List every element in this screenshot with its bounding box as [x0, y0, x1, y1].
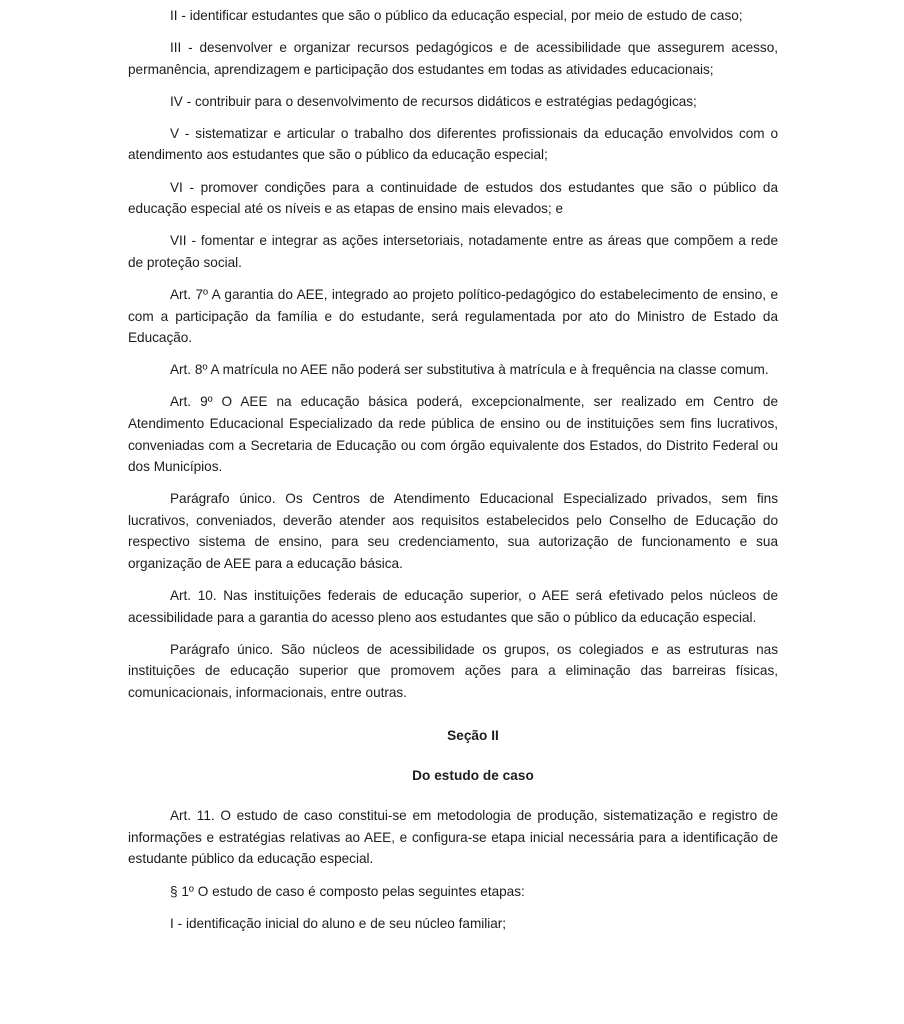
paragraph-art-11-par-1: § 1º O estudo de caso é composto pelas seguintes etapas:: [170, 883, 525, 899]
paragraph-art-9: Art. 9º O AEE na educação básica poderá, excepcionalmente, ser realizado em Centro de Atendimento Educacional Especializado da rede pública de ensino ou de instituições sem fins lucrativos, conveniadas com a Secretaria de Educação ou com órgão equivalente dos Estados, do Distrito Federal ou dos Municípios.: [128, 394, 778, 475]
paragraph-art-10: Art. 10. Nas instituições federais de educação superior, o AEE será efetivado pelos núcleos de acessibilidade para a garantia do acesso pleno aos estudantes que são o público da educação especial.: [128, 588, 778, 625]
paragraph-item-ii: II - identificar estudantes que são o público da educação especial, por meio de estudo de caso;: [170, 8, 743, 23]
heading-spacer-top: [128, 714, 778, 725]
paragraph-art-7: Art. 7º A garantia do AEE, integrado ao projeto político-pedagógico do estabelecimento de ensino, e com a participação da família e do estudante, será regulamentada por ato do Ministro de Estado da Educação.: [128, 286, 778, 346]
clipped-bottom-line-container: [128, 913, 778, 931]
paragraph-item-iv: IV - contribuir para o desenvolvimento de recursos didáticos e estratégias pedagógicas;: [170, 93, 697, 109]
paragraph-item-vi: VI - promover condições para a continuidade de estudos dos estudantes que são o público da educação especial até os níveis e as etapas de ensino mais elevados; e: [128, 179, 778, 217]
paragraph-art-10-paragrafo-unico: Parágrafo único. São núcleos de acessibilidade os grupos, os colegiados e as estruturas nas instituições de educação superior que promovem ações para a eliminação das barreiras físicas, comunicacionais, informacionais, entre outras.: [128, 641, 778, 700]
paragraph-item-vii: VII - fomentar e integrar as ações intersetoriais, notadamente entre as áreas que compõem a rede de proteção social.: [128, 233, 778, 270]
paragraph-art-8: Art. 8º A matrícula no AEE não poderá ser substitutiva à matrícula e à frequência na classe comum.: [170, 362, 769, 378]
paragraph-art-9-paragrafo-unico: Parágrafo único. Os Centros de Atendimento Educacional Especializado privados, sem fins lucrativos, conveniados, deverão atender aos requisitos estabelecidos pelo Conselho de Educação do respectivo sistema de ensino, para seu credenciamento, sua autorização de funcionamento e sua organização de AEE para a educação básica.: [128, 491, 778, 571]
paragraph-art-11: Art. 11. O estudo de caso constitui-se em metodologia de produção, sistematização e registro de informações e estratégias relativas ao AEE, e configura-se etapa inicial necessária para a identificação de estudante público da educação especial.: [128, 808, 778, 867]
heading-spacer-middle: [128, 747, 778, 765]
section-number-heading: Seção II: [447, 728, 499, 744]
heading-spacer-bottom: [128, 786, 778, 805]
paragraph-item-iii: III - desenvolver e organizar recursos pedagógicos e de acessibilidade que assegurem acesso, permanência, aprendizagem e participação dos estudantes em todas as atividades educacionais;: [128, 40, 778, 77]
paragraph-item-i-clipped: I - identificação inicial do aluno e de seu núcleo familiar;: [170, 915, 507, 931]
document-text-column: [128, 0, 778, 931]
section-title-heading: Do estudo de caso: [412, 767, 534, 783]
paragraph-item-v: V - sistematizar e articular o trabalho dos diferentes profissionais da educação envolvidos com o atendimento aos estudantes que são o público da educação especial;: [128, 125, 778, 163]
